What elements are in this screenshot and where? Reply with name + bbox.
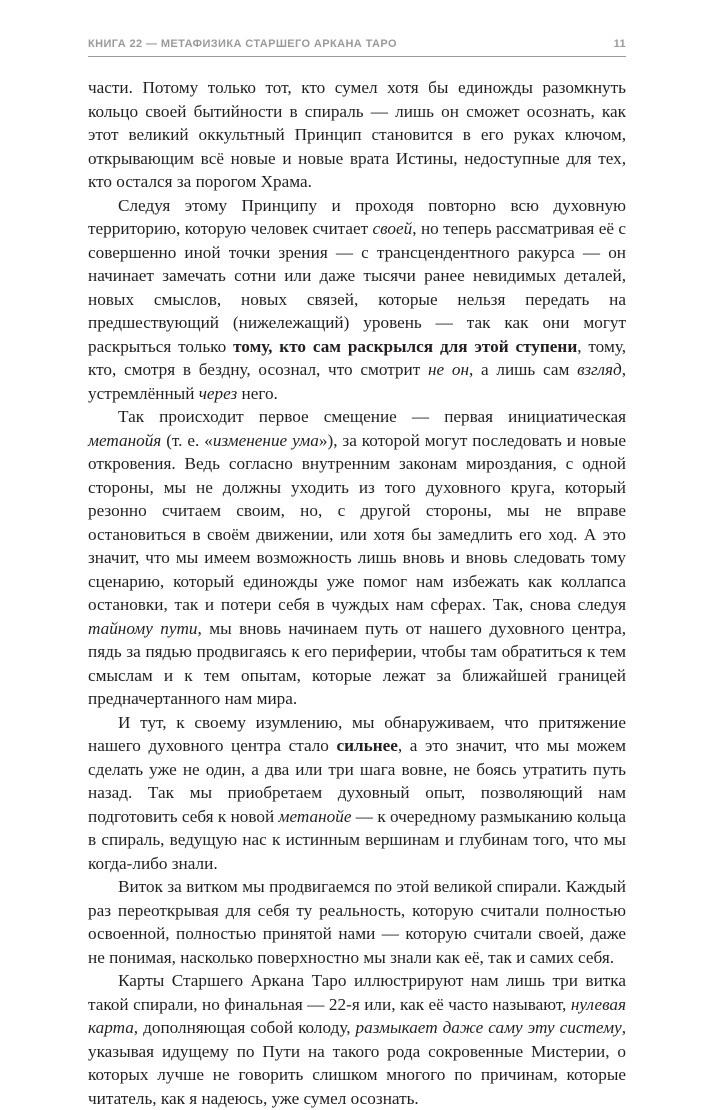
text-run: , а лишь сам (469, 360, 578, 379)
italic-run: тайному пути (88, 618, 198, 638)
text-run: , тому, кто, смотря в бездну, осознал, что смотрит (88, 336, 626, 379)
paragraph (88, 76, 626, 194)
text-run: — к очередному размыканию кольца в спираль, ведущую нас к истинным вершинам и глубинам того, что мы когда-либо знали. (88, 806, 626, 873)
paragraph (88, 969, 626, 1110)
text-run: него. (237, 383, 278, 403)
text-run: »), за которой могут последовать и новые откровения. Ведь согласно внутренним законам мироздания, с одной стороны, мы не должны уходить из того духовного круга, который резонно считаем своим, но, с другой стороны, мы не вправе остановиться в своём движении, или хотя бы замедлить его ход. А это значит, что мы имеем возможность лишь вновь и вновь следовать тому сценарию, который единожды уже помог нам избежать как коллапса остановки, так и потери себя в чуждых нам сферах. Так, снова следуя (88, 430, 627, 614)
bold-run: сильнее (336, 736, 398, 755)
italic-run: изменение ума (212, 430, 319, 450)
text-run: Виток за витком мы продвигаемся по этой великой спирали. Каждый раз переоткрывая для себя ту реальность, которую считали полностью освоенной, полностью принятой нами — которую считали своей, даже не понимая, насколько поверхностно мы знали как её, так и самих себя. (88, 877, 626, 967)
italic-run: не он (427, 360, 469, 379)
text-run: , но теперь рассматривая её с совершенно иной точки зрения — с трансцендентного ракурса — он начинает замечать сотни или даже тысячи ранее невидимых деталей, новых смыслов, новых связей, которые нельзя передать на предшествующий (нижележащий) уровень — так как они могут раскрыться только (88, 219, 626, 356)
page-number: 11 (613, 38, 626, 50)
text-run: , указывая идущему по Пути на такого рода сокровенные Мистерии, о которых лучше не говорить слишком многого по причинам, которые читатель, как я надеюсь, уже сумел осознать. (88, 1018, 627, 1108)
italic-run: через (198, 383, 238, 403)
italic-run: своей (372, 219, 413, 238)
running-head: КНИГА 22 — МЕТАФИЗИКА СТАРШЕГО АРКАНА ТАРО (88, 38, 397, 50)
text-run: части. Потому только тот, кто сумел хотя бы единожды разомкнуть кольцо своей бытийности в спираль — лишь он сможет осознать, как этот великий оккультный Принцип становится в его руках ключом, открывающим всё новые и новые врата Истины, недоступные для тех, кто остался за порогом Храма. (88, 78, 626, 191)
text-run: , устремлённый (88, 360, 626, 403)
italic-run: взгляд (577, 360, 622, 379)
text-run: , дополняющая собой колоду, (133, 1018, 356, 1037)
text-run: И тут, к своему изумлению, мы обнаруживаем, что притяжение нашего духовного центра стало (88, 712, 626, 755)
paragraph (88, 194, 626, 406)
italic-run: нулевая карта (88, 994, 626, 1037)
bold-run: тому, кто сам раскрылся для этой ступени (233, 336, 578, 356)
text-run: Следуя этому Принципу и проходя повторно всю духовную территорию, которую человек считает (88, 195, 626, 238)
text-run: Так происходит первое смещение — первая инициатическая (118, 407, 626, 426)
paragraph (88, 875, 626, 969)
text-run: , мы вновь начинаем путь от нашего духовного центра, пядь за пядью продвигаясь к его периферии, чтобы там обратиться к тем смыслам и к тем опытам, которые лежат за ближайшей границей предначертанного нам мира. (88, 618, 626, 708)
text-run: (т. е. « (161, 430, 213, 450)
paragraph (88, 405, 626, 711)
page-header (88, 30, 626, 57)
italic-run: метанойе (278, 806, 352, 826)
text-run: Карты Старшего Аркана Таро иллюстрируют нам лишь три витка такой спирали, но финальная — 22-я или, как её часто называют, (88, 971, 626, 1014)
body-text (88, 76, 626, 1110)
text-run: , а это значит, что мы можем сделать уже не один, а два или три шага вовне, не боясь утратить путь назад. Так мы приобретаем духовный опыт, позволяющий нам подготовить себя к новой (88, 736, 626, 826)
italic-run: размыкает даже саму эту систему (355, 1018, 622, 1037)
italic-run: метанойя (88, 430, 162, 450)
paragraph (88, 711, 626, 876)
